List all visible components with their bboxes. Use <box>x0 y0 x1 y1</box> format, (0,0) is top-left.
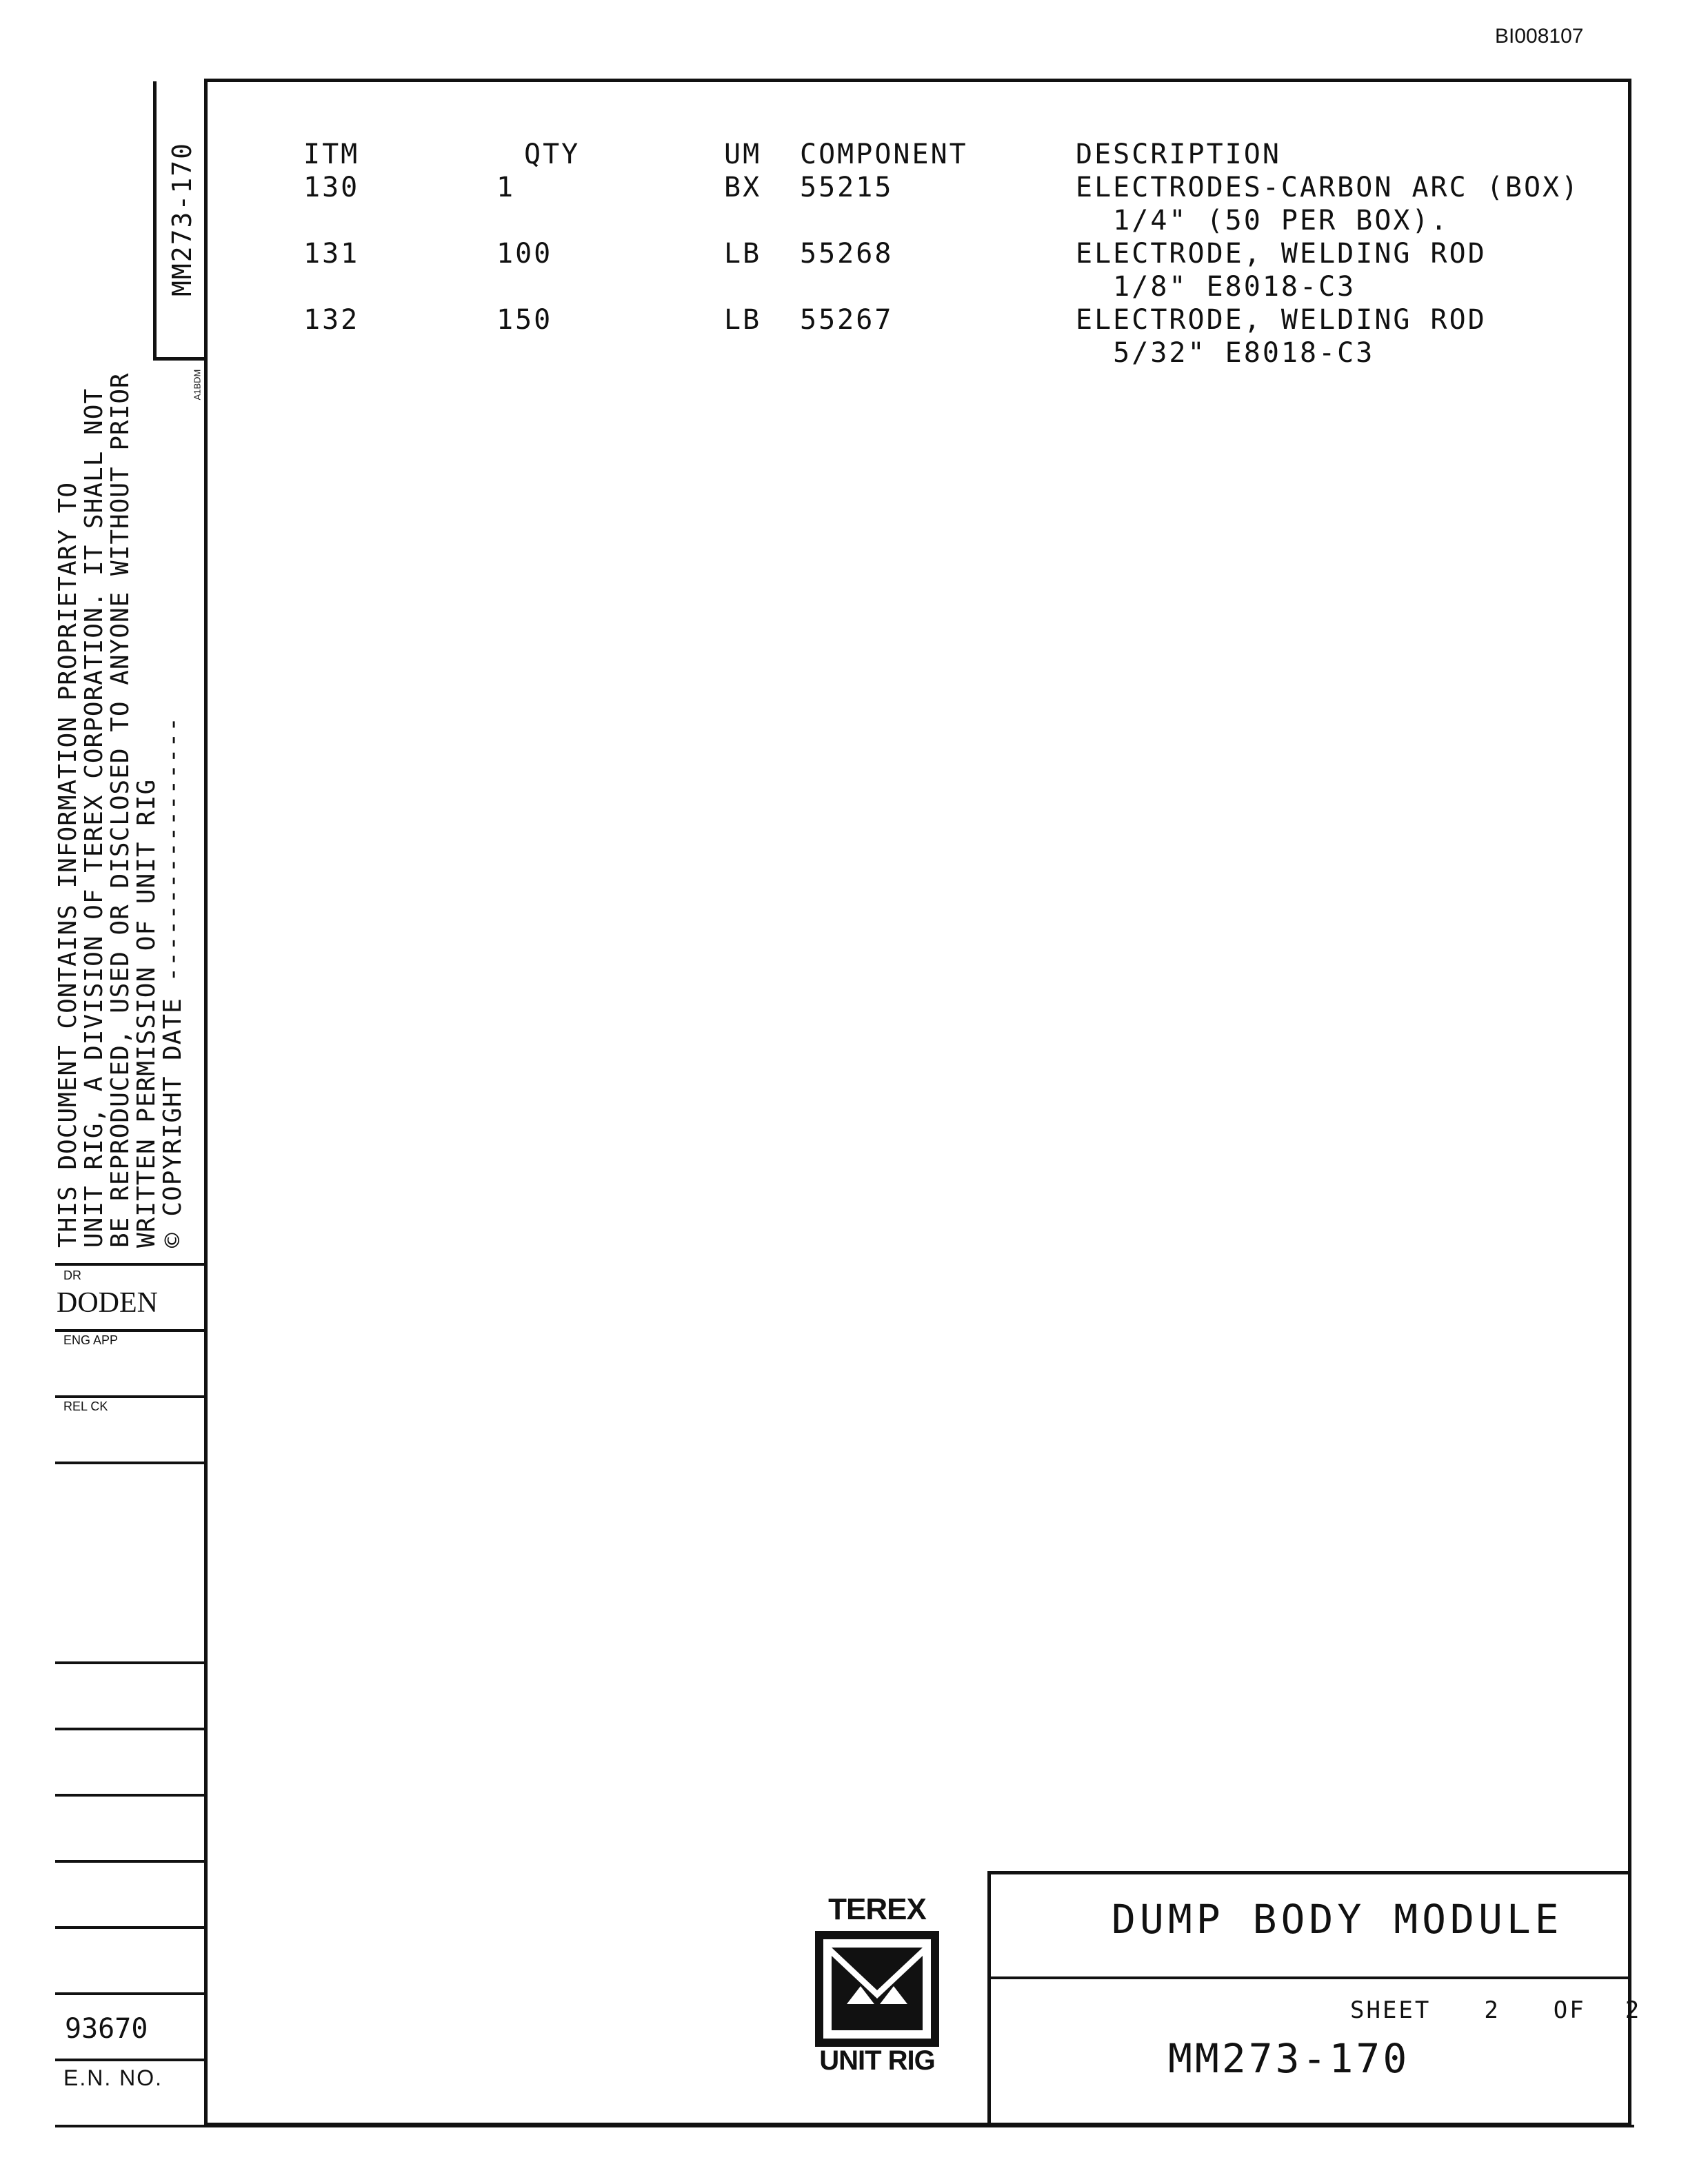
of-label: OF <box>1553 1996 1586 2024</box>
description-line: 1/8" E8018-C3 <box>1076 271 1356 303</box>
row-um: LB <box>724 304 762 336</box>
row-um: BX <box>724 172 762 203</box>
parts-table <box>303 138 1580 370</box>
header-qty: QTY <box>524 139 581 170</box>
notice-line-4: WRITTEN PERMISSION OF UNIT RIG <box>132 778 161 1248</box>
row-qty: 150 <box>496 304 553 336</box>
title-divider <box>991 1976 1631 1979</box>
logo-top-text: TEREX <box>828 1892 926 1926</box>
rel-bottom-rule <box>55 1462 204 1464</box>
row-description <box>1076 237 1580 303</box>
row-component: 55268 <box>800 238 894 270</box>
terex-unit-rig-logo <box>804 1892 950 2076</box>
notice-line-1: THIS DOCUMENT CONTAINS INFORMATION PROPRIETARY TO <box>54 481 82 1248</box>
vertical-drawing-number-box <box>153 81 208 361</box>
drawing-number: MM273-170 <box>1168 2035 1410 2082</box>
notice-line-3: BE REPRODUCED, USED OR DISCLOSED TO ANYONE WITHOUT PRIOR <box>106 372 134 1248</box>
row-um: LB <box>724 238 762 270</box>
logo-bottom-text: UNIT RIG <box>819 2045 935 2076</box>
vertical-drawing-number-holder <box>157 81 208 357</box>
table-row <box>303 303 1580 370</box>
rev-rule-4 <box>55 1860 204 1863</box>
row-qty: 1 <box>496 172 516 203</box>
row-description <box>1076 303 1580 370</box>
description-line: 5/32" E8018-C3 <box>1076 337 1375 369</box>
logo-crown-icon <box>804 1927 950 2051</box>
document-id: BI008107 <box>1495 25 1584 48</box>
proprietary-notice-rotated <box>55 352 186 1248</box>
table-row <box>303 237 1580 303</box>
sheet-total: 2 <box>1625 1996 1642 2024</box>
revision-mark: A1BDM <box>192 369 203 401</box>
parts-table-header <box>303 138 1580 171</box>
header-component: COMPONENT <box>800 139 968 170</box>
notice-line-5: © COPYRIGHT DATE ----------------- <box>159 716 187 1248</box>
vertical-drawing-number: MM273-170 <box>167 142 197 296</box>
rev-rule-2 <box>55 1728 204 1730</box>
dr-top-rule <box>55 1263 204 1266</box>
row-component: 55215 <box>800 172 894 203</box>
row-component: 55267 <box>800 304 894 336</box>
description-line: ELECTRODES-CARBON ARC (BOX) <box>1076 172 1580 203</box>
description-line: ELECTRODE, WELDING ROD <box>1076 238 1487 270</box>
rev-rule-1 <box>55 1661 204 1664</box>
en-number: 93670 <box>65 2013 148 2045</box>
row-qty: 100 <box>496 238 553 270</box>
rev-rule-6 <box>55 1992 204 1995</box>
en-rule <box>55 2059 204 2061</box>
row-itm: 132 <box>303 304 360 336</box>
header-um: UM <box>724 139 762 170</box>
row-description <box>1076 171 1580 237</box>
rev-rule-3 <box>55 1794 204 1797</box>
eng-app-label: ENG APP <box>63 1333 119 1347</box>
rev-rule-5 <box>55 1926 204 1929</box>
drawing-title: DUMP BODY MODULE <box>1112 1896 1563 1943</box>
description-line: 1/4" (50 PER BOX). <box>1076 205 1449 236</box>
description-line: ELECTRODE, WELDING ROD <box>1076 304 1487 336</box>
table-row <box>303 171 1580 237</box>
rel-ck-label: REL CK <box>63 1399 108 1413</box>
dr-label: DR <box>63 1268 81 1282</box>
notice-line-2: UNIT RIG, A DIVISION OF TEREX CORPORATION. IT SHALL NOT <box>80 387 108 1248</box>
header-itm: ITM <box>303 139 360 170</box>
header-description: DESCRIPTION <box>1076 139 1281 170</box>
en-label: E.N. NO. <box>63 2065 163 2090</box>
sheet-indicator <box>1350 1996 1641 2024</box>
drawing-frame <box>204 79 1631 2126</box>
row-itm: 131 <box>303 238 360 270</box>
row-itm: 130 <box>303 172 360 203</box>
revision-mark-holder <box>189 364 205 405</box>
sheet-label: SHEET <box>1350 1996 1431 2024</box>
sheet-number: 2 <box>1484 1996 1500 2024</box>
dr-value: DODEN <box>57 1287 158 1319</box>
eng-bottom-rule <box>55 1395 204 1398</box>
dr-bottom-rule <box>55 1329 204 1332</box>
